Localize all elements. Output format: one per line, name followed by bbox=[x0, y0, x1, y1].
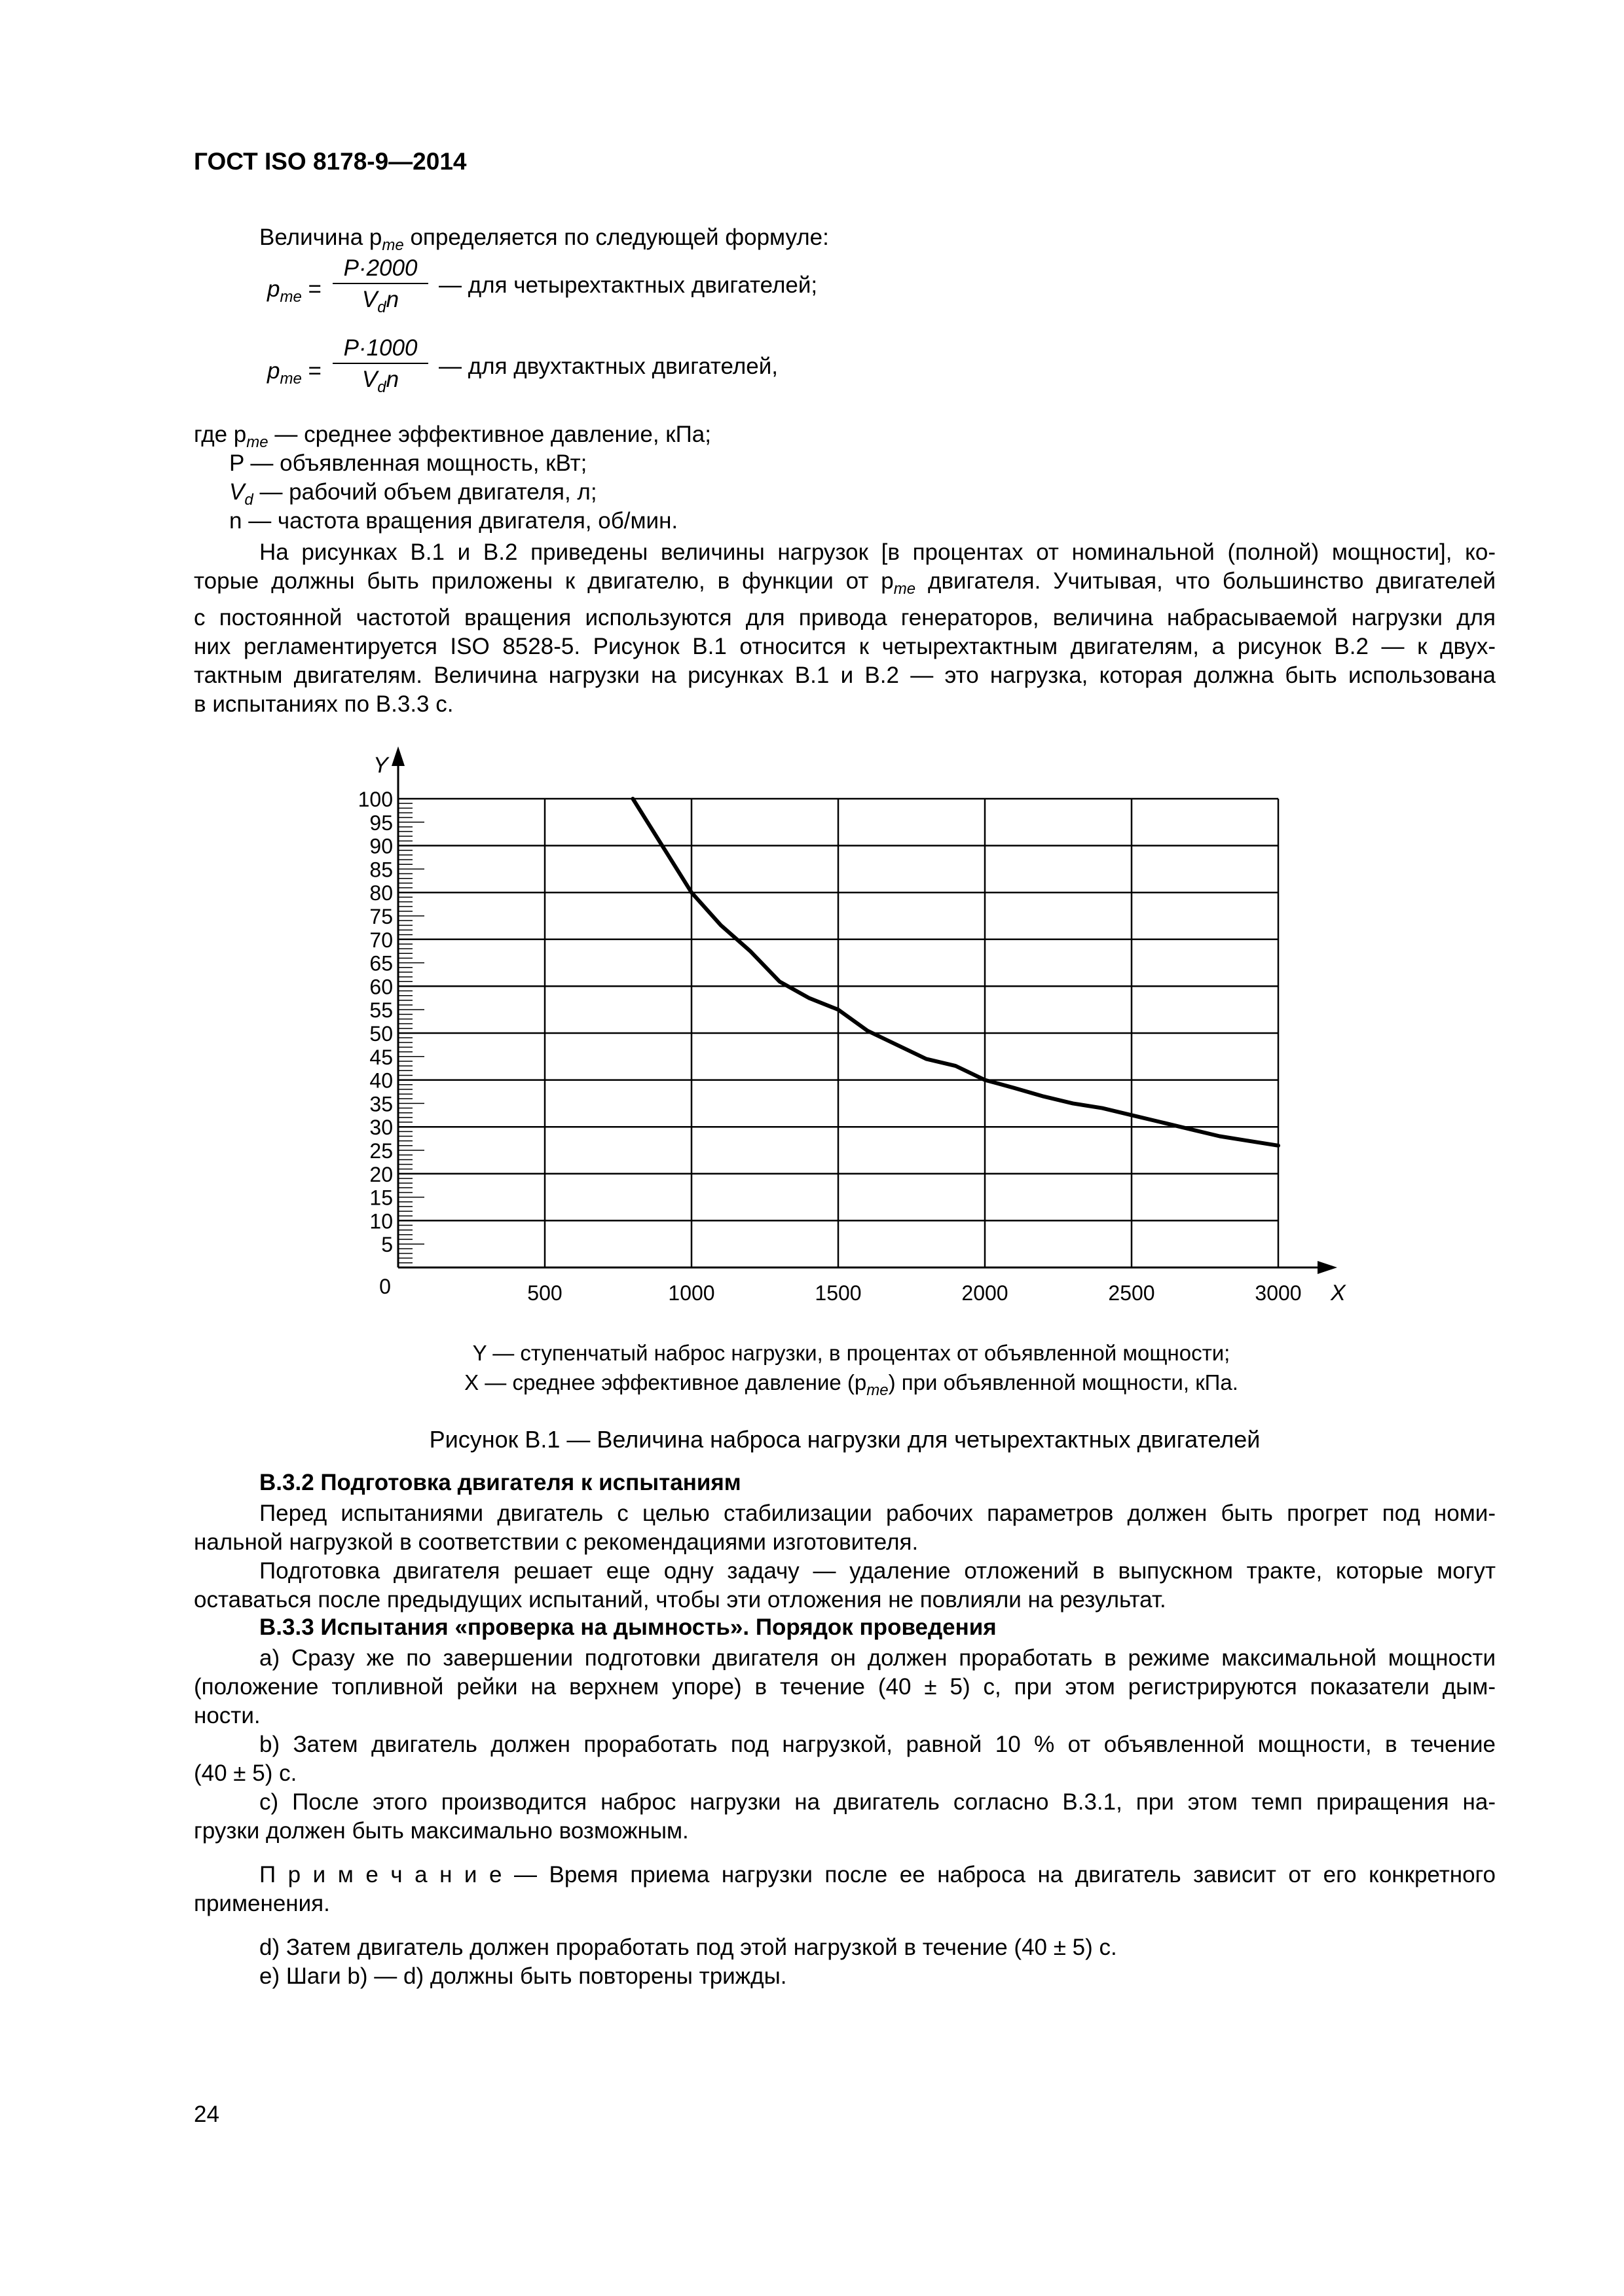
y-tick-label: 80 bbox=[369, 881, 393, 905]
y-axis-label: Y bbox=[373, 753, 388, 778]
load-step-chart bbox=[341, 733, 1362, 1336]
y-tick-label: 35 bbox=[369, 1092, 393, 1116]
page-number: 24 bbox=[194, 2102, 219, 2127]
where-line-n: n — частота вращения двигателя, об/мин. bbox=[229, 508, 678, 534]
y-tick-label: 70 bbox=[369, 928, 393, 952]
y-tick-label: 50 bbox=[369, 1022, 393, 1046]
x-tick-label: 1000 bbox=[668, 1281, 715, 1305]
y-tick-label: 75 bbox=[369, 905, 393, 928]
item-a: a) Сразу же по завершении подготовки двигателя он должен проработать в режиме максимальной мощности bbox=[259, 1645, 1496, 1671]
y-tick-label: 45 bbox=[369, 1045, 393, 1069]
x-tick-label: 500 bbox=[527, 1281, 563, 1305]
where-line-p: P — объявленная мощность, кВт; bbox=[229, 450, 587, 476]
intro-paragraph: На рисунках В.1 и В.2 приведены величины нагрузок [в процентах от номинальной (полной) мощности], ко- торые должны быть приложены к двигателю, в функции от $p_{me}$ двигателя. Учитывая, что большинство двигателей с постоянной частотой вращения используются для привода генераторов, величина набрасываемой нагрузки для них регламентируется ISO 8528-5. Рисунок В.1 относится к четырехтактным двигателям, а рисунок В.2 — к двух- тактным двигателям. Величина нагрузки на рисунках В.1 и В.2 — это нагрузка, которая должна быть использована в испытаниях по В.3.3 с. bbox=[194, 539, 1496, 717]
load-curve bbox=[633, 799, 1278, 1146]
x-tick-label: 1500 bbox=[815, 1281, 862, 1305]
section-b32-paragraphs: Перед испытаниями двигатель с целью стабилизации рабочих параметров должен быть прогрет под номи- нальной нагрузкой в соответствии с рекомендациями изготовителя. Подготовка двигателя решает еще одну задачу — удаление отложений в выпускном тракте, которые могут оставаться после предыдущих испытаний, чтобы эти отложения не повлияли на результат. bbox=[194, 1501, 1496, 1613]
chart-legend-x: X — среднее эффективное давление $(p_{me})$ при объявленной мощности, кПа. bbox=[464, 1370, 1238, 1399]
x-tick-label: 3000 bbox=[1255, 1281, 1302, 1305]
formula-2-description: — для двухтактных двигателей, bbox=[439, 354, 779, 379]
section-b33-items: a) Сразу же по завершении подготовки двигателя он должен проработать в режиме максимальной мощности (положение топливной рейки на верхнем упоре) в течение (40 ± 5) с, при этом регистрируются показатели дым- ности. b) Затем двигатель должен проработать под нагрузкой, равной 10 % от объявленной мощности, в течение (40 ± 5) с. c) После этого производится наброс нагрузки на двигатель согласно В.3.1, при этом темп приращения на- грузки должен быть максимально возможным. bbox=[194, 1645, 1496, 1844]
where-line-pme: где $p_{me}$ — среднее эффективное давление, кПа; bbox=[194, 422, 711, 451]
y-tick-label: 90 bbox=[369, 834, 393, 858]
formula-intro: Величина $p_{me}$ определяется по следующей формуле: bbox=[259, 225, 829, 254]
chart-legend-y: Y — ступенчатый наброс нагрузки, в процентах от объявленной мощности; bbox=[472, 1341, 1230, 1365]
document-header: ГОСТ ISO 8178-9—2014 bbox=[194, 148, 467, 175]
y-tick-label: 65 bbox=[369, 951, 393, 975]
formula-1-description: — для четырехтактных двигателей; bbox=[439, 272, 818, 298]
section-b32-title: В.3.2 Подготовка двигателя к испытаниям bbox=[259, 1470, 741, 1495]
x-tick-label: 2000 bbox=[961, 1281, 1008, 1305]
section-b33-title: В.3.3 Испытания «проверка на дымность». Порядок проведения bbox=[259, 1614, 997, 1640]
x-tick-label: 0 bbox=[379, 1275, 391, 1298]
figure-caption: Рисунок В.1 — Величина наброса нагрузки для четырехтактных двигателей bbox=[429, 1426, 1261, 1453]
where-line-vd: $V_d$ — рабочий объем двигателя, л; bbox=[229, 479, 597, 509]
y-tick-label: 15 bbox=[369, 1186, 393, 1210]
y-tick-label: 95 bbox=[369, 811, 393, 835]
y-tick-label: 10 bbox=[369, 1209, 393, 1233]
note-block: П р и м е ч а н и е — Время приема нагрузки после ее наброса на двигатель зависит от его конкретного применения. bbox=[194, 1862, 1496, 1916]
y-tick-label: 20 bbox=[369, 1162, 393, 1186]
y-tick-label: 100 bbox=[358, 788, 393, 811]
formula-1-lhs: $p_{me}$ = bbox=[267, 276, 322, 306]
formula-2-fraction: P·1000 $V_dn$ bbox=[333, 335, 428, 397]
item-d: d) Затем двигатель должен проработать под этой нагрузкой в течение (40 ± 5) с. bbox=[259, 1935, 1117, 1960]
formula-2-lhs: $p_{me}$ = bbox=[267, 358, 322, 388]
y-tick-label: 60 bbox=[369, 975, 393, 999]
x-axis-label: X bbox=[1331, 1281, 1346, 1305]
y-tick-label: 55 bbox=[369, 998, 393, 1023]
item-e: e) Шаги b) — d) должны быть повторены трижды. bbox=[259, 1963, 787, 1989]
note-label: П р и м е ч а н и е bbox=[259, 1862, 502, 1887]
y-axis-arrow bbox=[392, 746, 405, 766]
y-tick-label: 25 bbox=[369, 1139, 393, 1163]
x-axis-arrow bbox=[1318, 1261, 1337, 1274]
y-tick-label: 85 bbox=[369, 858, 393, 882]
section-b33-final-items bbox=[194, 1933, 1496, 1991]
y-tick-label: 5 bbox=[381, 1233, 393, 1257]
item-c: c) После этого производится наброс нагрузки на двигатель согласно В.3.1, при этом темп приращения на- bbox=[259, 1789, 1496, 1815]
item-b: b) Затем двигатель должен проработать под нагрузкой, равной 10 % от объявленной мощности, в течение bbox=[259, 1732, 1496, 1757]
x-tick-label: 2500 bbox=[1108, 1281, 1155, 1305]
y-tick-label: 40 bbox=[369, 1068, 393, 1093]
formula-1-fraction: P·2000 $V_dn$ bbox=[333, 255, 428, 317]
y-tick-label: 30 bbox=[369, 1116, 393, 1140]
